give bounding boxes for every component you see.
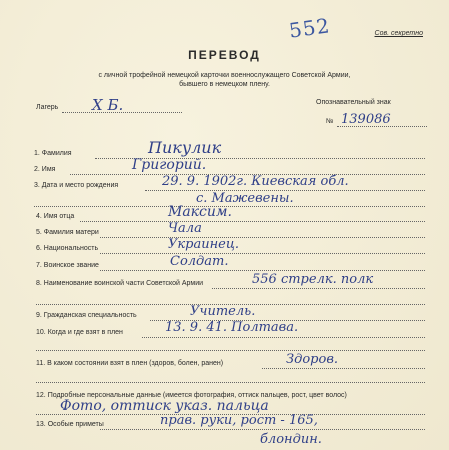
field-5-line [100, 237, 425, 238]
field-11-label: 11. В каком состоянии взят в плен (здоров, болен, ранен) [36, 360, 224, 367]
field-5-label: 5. Фамилия матери [36, 229, 99, 236]
field-5-value: Чала [168, 221, 202, 236]
field-2-label: 2. Имя [34, 166, 56, 173]
field-7-label: 7. Воинское звание [36, 262, 99, 269]
field-12-value: Фото, оттиск указ. пальца [60, 398, 269, 414]
document-subtitle-line-1: с личной трофейной немецкой карточки военнослужащего Советской Армии, [98, 72, 351, 79]
field-7-line [100, 270, 425, 271]
field-2-value: Григорий. [132, 157, 207, 173]
field-13-line [100, 429, 425, 430]
field-7-value: Солдат. [170, 254, 229, 269]
field-11-value: Здоров. [286, 352, 339, 367]
camp-value: Х Б. [92, 96, 124, 114]
field-3-value-2: с. Мажевены. [196, 191, 294, 206]
field-13-value: прав. руки, рост - 165, [160, 413, 318, 428]
document-subtitle-line-2: бывшего в немецком плену. [179, 81, 270, 88]
tag-label: Опознавательный знак [316, 99, 391, 106]
secrecy-mark: Сов. секретно [374, 30, 423, 37]
field-9-value: Учитель. [190, 304, 256, 319]
field-13-value-2: блондин. [260, 432, 322, 447]
camp-label: Лагерь [36, 104, 59, 111]
field-6-value: Украинец. [168, 237, 240, 252]
tag-value: 139086 [341, 112, 391, 127]
field-8-line [212, 288, 425, 289]
field-11-line-2 [36, 382, 425, 383]
field-10-value: 13. 9. 41. Полтава. [165, 320, 299, 335]
field-10-label: 10. Когда и где взят в плен [36, 329, 123, 336]
field-9-label: 9. Гражданская специальность [36, 312, 137, 319]
field-13-label: 13. Особые приметы [36, 421, 104, 428]
field-4-label: 4. Имя отца [36, 213, 75, 220]
field-8-value: 556 стрелк. полк [252, 272, 374, 287]
field-12-label: 12. Подробные персональные данные (имеется фотография, оттиск пальцев, рост, цвет волос) [36, 392, 347, 399]
field-1-label: 1. Фамилия [34, 150, 72, 157]
field-3-value: 29. 9. 1902г. Киевская обл. [162, 174, 349, 189]
field-6-label: 6. Национальность [36, 245, 99, 252]
field-4-line [80, 221, 425, 222]
tag-prefix: № [326, 118, 334, 125]
field-1-value: Пикулик [148, 138, 222, 157]
field-10-line [142, 337, 425, 338]
document-title: ПЕРЕВОД [188, 48, 261, 62]
field-11-line [262, 368, 425, 369]
field-8-label: 8. Наименование воинской части Советской Армии [36, 280, 204, 287]
field-4-value: Максим. [168, 204, 232, 220]
field-10-line-2 [36, 350, 425, 351]
field-3-label: 3. Дата и место рождения [34, 182, 119, 189]
archive-number-stamp: 552 [287, 13, 332, 43]
field-6-line [100, 253, 425, 254]
